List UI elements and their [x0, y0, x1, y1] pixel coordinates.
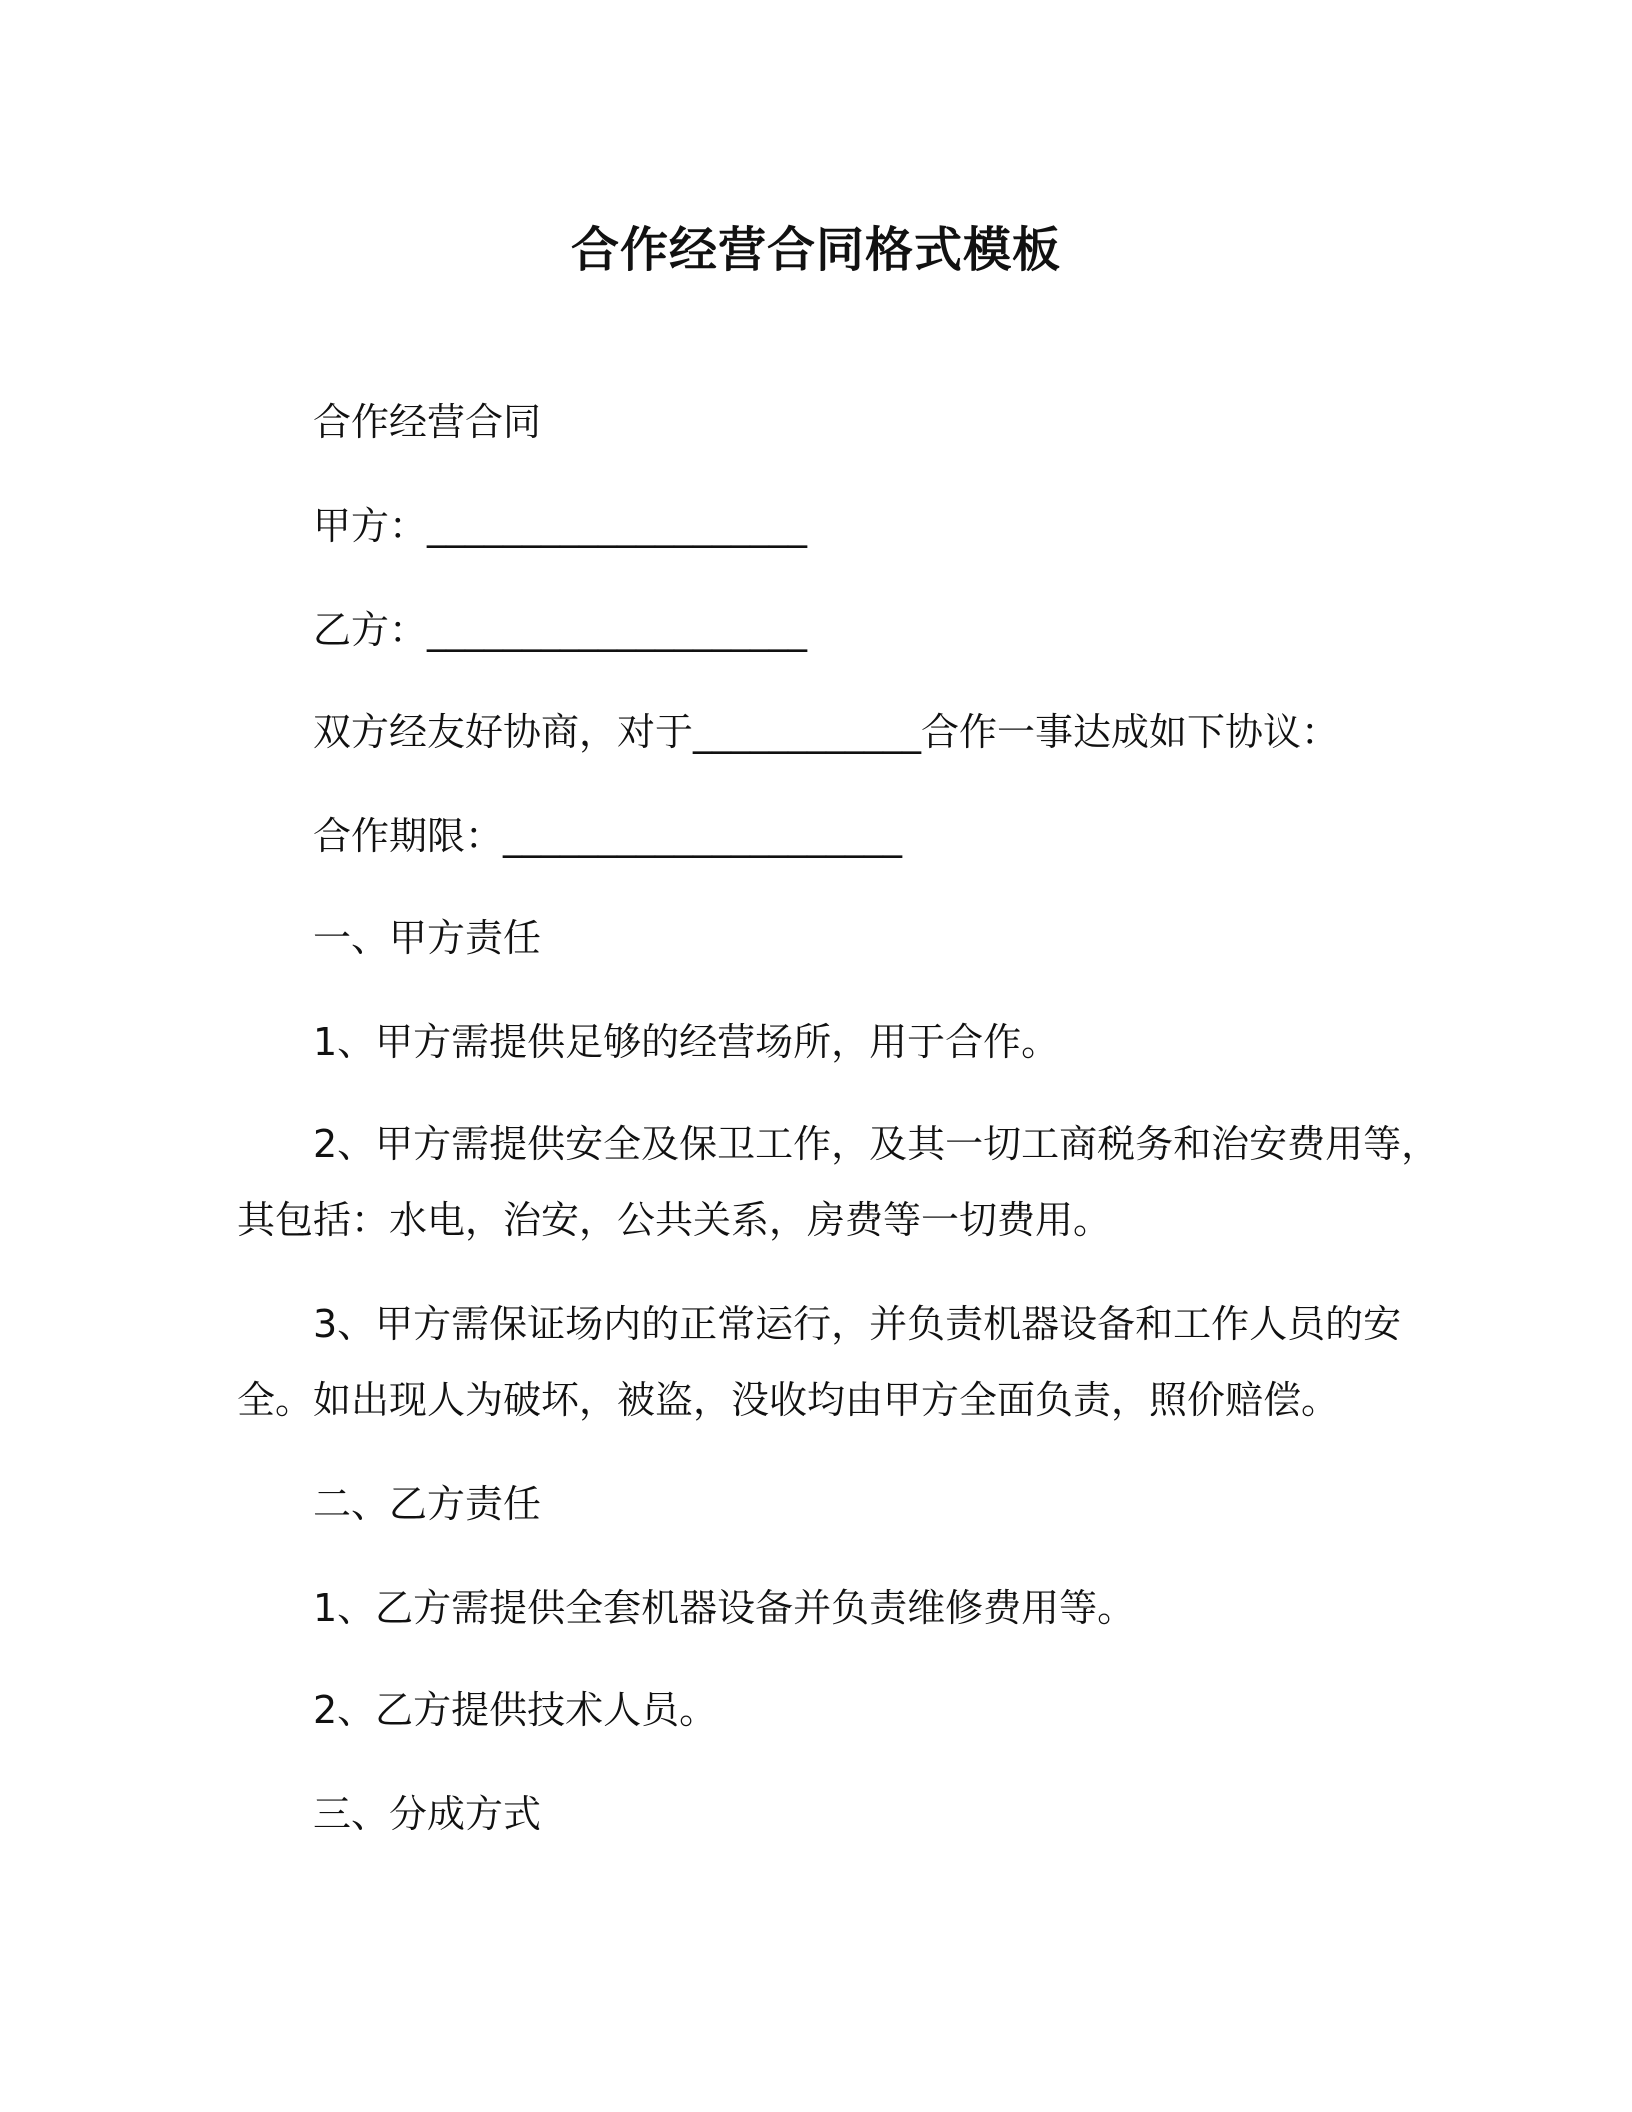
party-b-line: 乙方：____________________	[313, 608, 808, 652]
section-heading-profit-split: 三、分成方式	[313, 1792, 542, 1836]
party-a-duty-3: 3、甲方需保证场内的正常运行，并负责机器设备和工作人员的安	[313, 1302, 1402, 1346]
document-title: 合作经营合同格式模板	[570, 222, 1061, 278]
section-heading-party-b: 二、乙方责任	[313, 1482, 542, 1526]
party-a-duty-2: 2、甲方需提供安全及保卫工作，及其一切工商税务和治安费用等，	[313, 1122, 1440, 1166]
party-b-duty-2: 2、乙方提供技术人员。	[313, 1688, 718, 1732]
cooperation-term: 合作期限：_____________________	[313, 814, 903, 858]
section-heading-party-a: 一、甲方责任	[313, 916, 542, 960]
party-a-duty-1: 1、甲方需提供足够的经营场所，用于合作。	[313, 1020, 1060, 1064]
party-a-duty-3-cont: 全。如出现人为破坏，被盗，没收均由甲方全面负责，照价赔偿。	[237, 1378, 1340, 1422]
party-a-duty-2-cont: 其包括：水电，治安，公共关系，房费等一切费用。	[237, 1198, 1112, 1242]
party-b-duty-1: 1、乙方需提供全套机器设备并负责维修费用等。	[313, 1586, 1136, 1630]
agreement-intro: 双方经友好协商，对于____________合作一事达成如下协议：	[313, 710, 1340, 754]
party-a-line: 甲方：____________________	[313, 504, 808, 548]
contract-heading: 合作经营合同	[313, 400, 542, 444]
